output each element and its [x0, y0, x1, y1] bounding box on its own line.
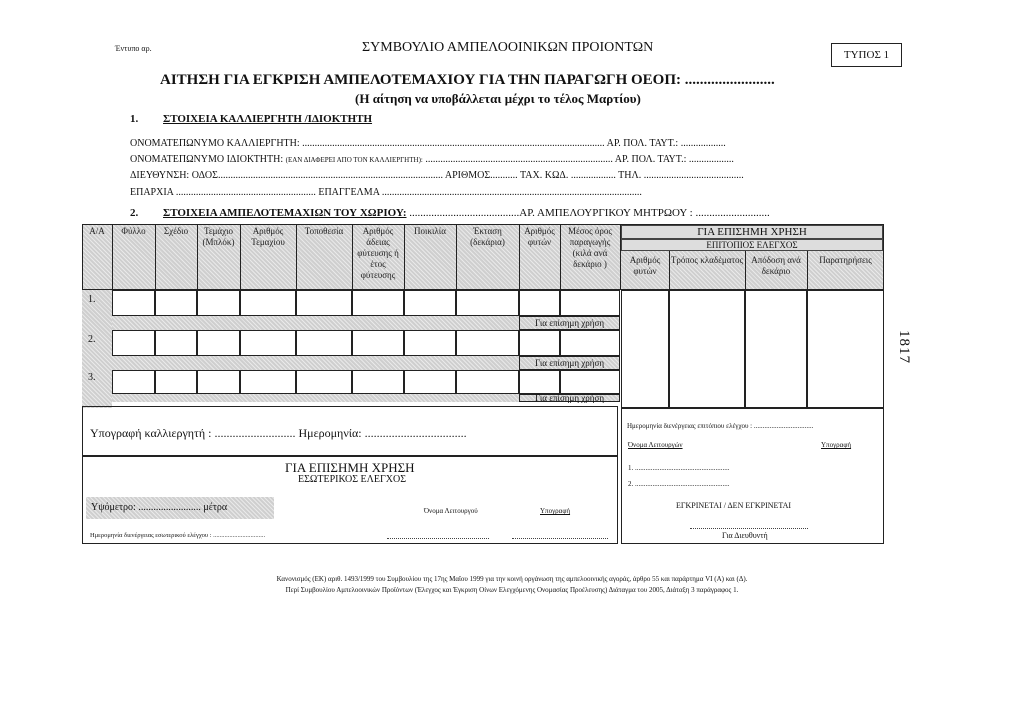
inspector-entry-2[interactable]: 2. ...................................................... [628, 480, 730, 488]
header-divider [296, 224, 297, 290]
table-cell[interactable] [519, 290, 560, 316]
table-cell[interactable] [519, 370, 560, 394]
column-header: Έκταση (δεκάρια) [470, 226, 505, 247]
official-table-cell[interactable] [807, 290, 884, 408]
table-cell[interactable] [155, 370, 197, 394]
column-header: Τοποθεσία [304, 226, 344, 236]
column-header: Αριθμός άδειας φύτευσης ή έτος φύτευσης [357, 226, 399, 280]
internal-title: ΓΙΑ ΕΠΙΣΗΜΗ ΧΡΗΣΗ [285, 460, 415, 475]
official-column-header: Αριθμός φυτών [629, 255, 661, 276]
section1-heading: ΣΤΟΙΧΕΙΑ ΚΑΛΛΙΕΡΓΗΤΗ /ΙΔΙΟΚΤΗΤΗ [163, 113, 373, 125]
table-cell[interactable] [352, 290, 404, 316]
official-column-header: Απόδοση ανά δεκάριο [751, 255, 801, 276]
table-cell[interactable] [240, 290, 296, 316]
district-field[interactable]: ΕΠΑΡΧΙΑ ........................................................ ΕΠΑΓΓΕΛΜΑ ........................................................................................................ [130, 187, 642, 198]
table-cell[interactable] [112, 290, 155, 316]
official-column-header: Τρόπος κλαδέματος [670, 255, 744, 265]
page-title: ΑΙΤΗΣΗ ΓΙΑ ΕΓΚΡΙΣΗ ΑΜΠΕΛΟΤΕΜΑΧΙΟΥ ΓΙΑ ΤΗΝ ΠΑΡΑΓΩΓΗ ΟΕΟΠ: ........................ [160, 72, 775, 88]
director-sign-line [690, 528, 808, 529]
header-divider [669, 251, 670, 290]
header-divider [807, 251, 808, 290]
header-divider [404, 224, 405, 290]
section2-line [163, 207, 770, 219]
officer-name-label: Όνομα Λειτουργού [424, 507, 478, 515]
header-divider [456, 224, 457, 290]
header-divider [112, 224, 113, 290]
row-number: 3. [88, 372, 96, 383]
table-cell[interactable] [456, 290, 519, 316]
footer-regulation: Κανονισμός (ΕΚ) αριθ. 1493/1999 του Συμβουλίου της 17ης Μαΐου 1999 για την κοινή οργάνωση της αμπελοοινικής αγοράς, άρθρο 55 και παράρτημα VI (Α) και (Δ). [276, 575, 748, 583]
header-divider [560, 224, 561, 290]
inspector-sign-label: Υπογραφή [821, 441, 852, 449]
official-use-cell: Για επίσημη χρήση [519, 394, 620, 402]
inspector-entry-1[interactable]: 1. ...................................................... [628, 464, 730, 472]
table-cell[interactable] [404, 370, 456, 394]
official-use-subtitle: ΕΠΙΤΟΠΙΟΣ ΕΛΕΓΧΟΣ [621, 239, 883, 251]
section2-register-field[interactable]: ........................................ΑΡ. ΑΜΠΕΛΟΥΡΓΙΚΟΥ ΜΗΤΡΩΟΥ : ........................... [409, 207, 770, 219]
row-number-column [82, 290, 112, 408]
table-cell[interactable] [352, 330, 404, 356]
column-header: Α/Α [89, 226, 105, 236]
table-cell[interactable] [404, 330, 456, 356]
margin-number: 1817 [896, 330, 912, 364]
table-cell[interactable] [155, 330, 197, 356]
council-name: ΣΥΜΒΟΥΛΙΟ ΑΜΠΕΛΟΟΙΝΙΚΩΝ ΠΡΟΙΟΝΤΩΝ [362, 40, 654, 55]
official-use-cell: Για επίσημη χρήση [519, 316, 620, 330]
officer-name-line [387, 538, 489, 539]
column-header: Αριθμός Τεμαχίου [251, 226, 285, 247]
table-cell[interactable] [560, 370, 620, 394]
header-divider [352, 224, 353, 290]
header-divider [745, 251, 746, 290]
owner-name-label: ΟΝΟΜΑΤΕΠΩΝΥΜΟ ΙΔΙΟΚΤΗΤΗ: [130, 154, 284, 165]
signature-line[interactable]: Υπογραφή καλλιεργητή : ........................... Ημερομηνία: .................................. [90, 426, 467, 440]
table-cell[interactable] [296, 370, 352, 394]
official-use-title: ΓΙΑ ΕΠΙΣΗΜΗ ΧΡΗΣΗ [621, 225, 883, 239]
table-cell[interactable] [404, 290, 456, 316]
farmer-name-field[interactable]: ΟΝΟΜΑΤΕΠΩΝΥΜΟ ΚΑΛΛΙΕΡΓΗΤΗ: ......................................................................................................................... ΑΡ. ΠΟΛ. ΤΑΥΤ.: .................. [130, 138, 726, 149]
table-cell[interactable] [197, 290, 240, 316]
column-header: Σχέδιο [163, 226, 189, 236]
section2-heading: ΣΤΟΙΧΕΙΑ ΑΜΠΕΛΟΤΕΜΑΧΙΩΝ ΤΟΥ ΧΩΡΙΟΥ: [163, 207, 407, 219]
official-table-cell[interactable] [669, 290, 745, 408]
official-table-cell[interactable] [621, 290, 669, 408]
table-cell[interactable] [352, 370, 404, 394]
section1-number: 1. [130, 113, 139, 125]
address-field[interactable]: ΔΙΕΥΘΥΝΣΗ: ΟΔΟΣ.......................................................................................... ΑΡΙΘΜΟΣ........... ΤΑΧ. ΚΩΔ. .................. ΤΗΛ. ........................................ [130, 170, 744, 181]
internal-date-field[interactable]: Ημερομηνία διενέργειας εσωτερικού ελέγχου : ................................ [90, 532, 266, 539]
officer-sign-line [512, 538, 608, 539]
column-header: Τεμάχιο (Μπλόκ) [202, 226, 235, 247]
internal-subtitle: ΕΣΩΤΕΡΙΚΟΣ ΕΛΕΓΧΟΣ [298, 474, 407, 485]
table-cell[interactable] [112, 370, 155, 394]
column-header: Μέσος όρος παραγωγής (κιλά ανά δεκάριο ) [567, 226, 612, 269]
table-cell[interactable] [155, 290, 197, 316]
director-label: Για Διευθυντή [722, 531, 768, 540]
type-box: ΤΥΠΟΣ 1 [831, 43, 902, 67]
owner-name-note: (ΕΑΝ ΔΙΑΦΕΡΕΙ ΑΠΟ ΤΟΝ ΚΑΛΛΙΕΡΓΗΤΗ): [285, 156, 423, 164]
inspector-name-label: Όνομα Λειτουργών [628, 441, 683, 449]
owner-name-field[interactable] [130, 154, 734, 165]
footer-decree: Περί Συμβουλίου Αμπελοοινικών Προϊόντων (Έλεγχος και Έγκριση Οίνων Ελεγχόμενης Ονομασίας Προέλευσης) Διάταγμα του 2005, Διάταξη 3 παράγραφος 1. [285, 586, 739, 594]
header-divider [519, 224, 520, 290]
official-column-header: Παρατηρήσεις [819, 255, 872, 265]
header-divider [240, 224, 241, 290]
owner-name-dots: ........................................................................... ΑΡ. ΠΟΛ. ΤΑΥΤ.: .................. [425, 154, 734, 165]
table-cell[interactable] [456, 370, 519, 394]
table-cell[interactable] [296, 330, 352, 356]
header-divider [197, 224, 198, 290]
page-subtitle: (Η αίτηση να υποβάλλεται μέχρι το τέλος Μαρτίου) [355, 91, 641, 106]
table-cell[interactable] [560, 290, 620, 316]
column-header: Ποικιλία [414, 226, 446, 236]
header-divider [620, 224, 621, 290]
table-cell[interactable] [560, 330, 620, 356]
table-cell[interactable] [240, 370, 296, 394]
section2-number: 2. [130, 207, 139, 219]
officer-sign-label: Υπογραφή [540, 507, 571, 515]
table-cell[interactable] [240, 330, 296, 356]
altitude-field[interactable]: Υψόμετρο: ......................... μέτρα [86, 497, 274, 519]
column-header: Αριθμός φυτών [524, 226, 555, 247]
form-number-label: Έντυπο αρ. [115, 44, 152, 53]
inspection-date-field[interactable]: Ημερομηνία διενέργειας επιτόπιου ελέγχου : .................................. [627, 422, 814, 430]
official-table-cell[interactable] [745, 290, 807, 408]
row-number: 1. [88, 294, 96, 305]
table-cell[interactable] [519, 330, 560, 356]
table-cell[interactable] [197, 330, 240, 356]
table-cell[interactable] [197, 370, 240, 394]
table-cell[interactable] [456, 330, 519, 356]
official-use-cell: Για επίσημη χρήση [519, 356, 620, 370]
row-number: 2. [88, 334, 96, 345]
table-cell[interactable] [296, 290, 352, 316]
approval-text: ΕΓΚΡΙΝΕΤΑΙ / ΔΕΝ ΕΓΚΡΙΝΕΤΑΙ [676, 501, 792, 510]
table-cell[interactable] [112, 330, 155, 356]
column-header: Φύλλο [121, 226, 146, 236]
header-divider [155, 224, 156, 290]
